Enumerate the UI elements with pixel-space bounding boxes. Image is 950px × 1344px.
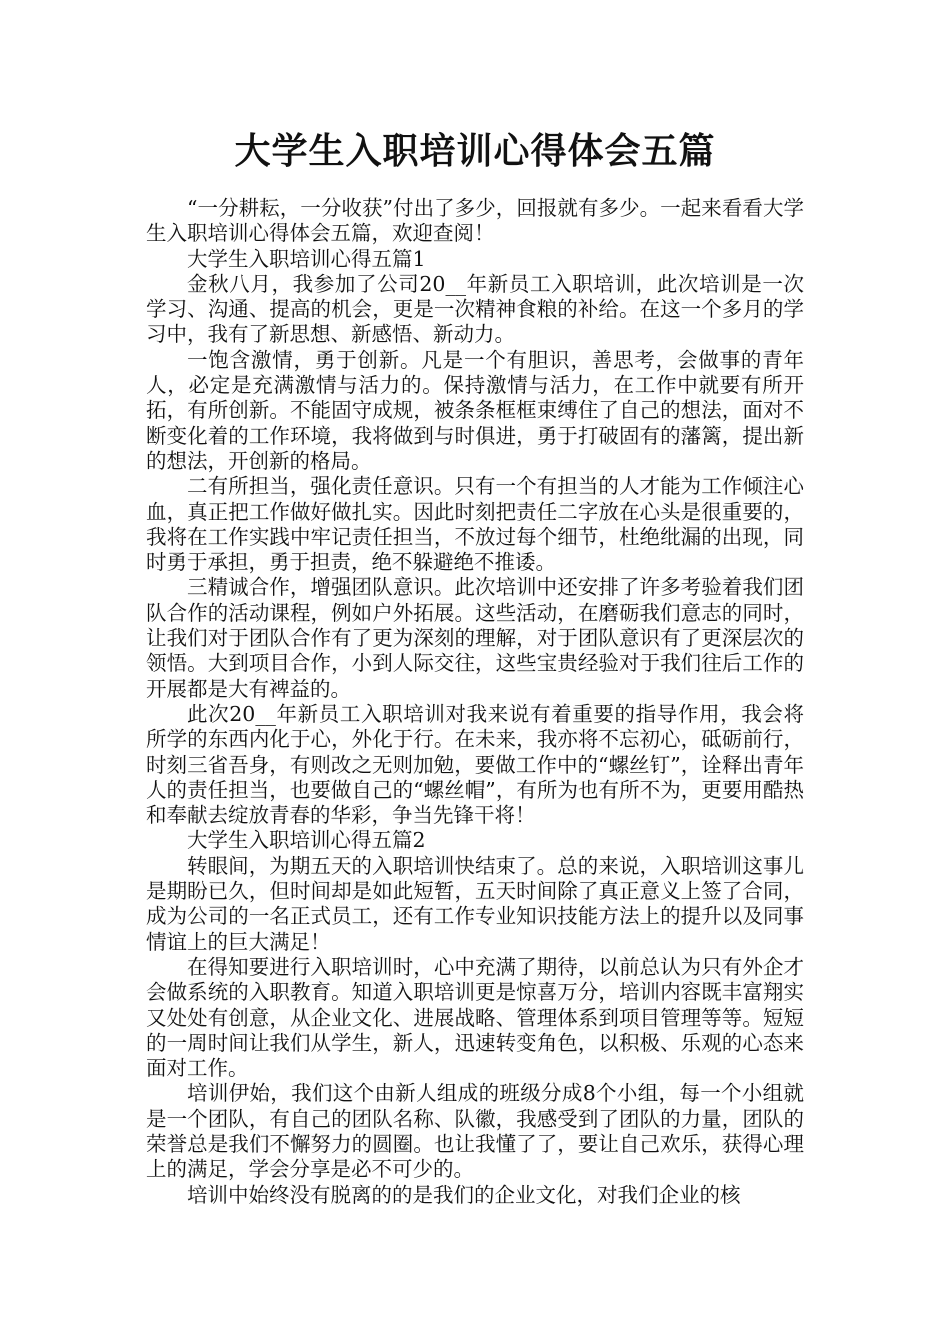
section-heading-1: 大学生入职培训心得五篇1 xyxy=(187,246,426,271)
paragraph: 此次20__年新员工入职培训对我来说有着重要的指导作用，我会将所学的东西内化于心，外化于行。在未来，我亦将不忘初心，砥砺前行，时刻三省吾身，有则改之无则加勉，要做工作中的“螺丝钉”，诠释出青年人的责任担当，也要做自己的“螺丝帽”，有所为也有所不为，更要用酷热和奉献去绽放青春的华彩，争当先锋干将！ xyxy=(146,701,804,828)
paragraph: 培训伊始，我们这个由新人组成的班级分成8个小组，每一个小组就是一个团队，有自己的团队名称、队徽，我感受到了团队的力量，团队的荣誉总是我们不懈努力的圆圈。也让我懂了了，要让自己欢乐，获得心理上的满足，学会分享是必不可少的。 xyxy=(146,1081,804,1182)
paragraph: 一饱含激情，勇于创新。凡是一个有胆识，善思考，会做事的青年人，必定是充满激情与活力的。保持激情与活力，在工作中就要有所开拓，有所创新。不能固守成规，被条条框框束缚住了自己的想法，面对不断变化着的工作环境，我将做到与时俱进，勇于打破固有的藩篱，提出新的想法，开创新的格局。 xyxy=(146,347,804,473)
document-body xyxy=(146,196,804,1208)
paragraph: 在得知要进行入职培训时，心中充满了期待，以前总认为只有外企才会做系统的入职教育。知道入职培训更是惊喜万分，培训内容既丰富翔实又处处有创意，从企业文化、进展战略、管理体系到项目管理等等。短短的一周时间让我们从学生，新人，迅速转变角色，以积极、乐观的心态来面对工作。 xyxy=(146,954,804,1081)
document-title: 大学生入职培训心得体会五篇 xyxy=(234,131,716,172)
paragraph: 培训中始终没有脱离的的是我们的企业文化，对我们企业的核 xyxy=(187,1182,741,1207)
paragraph: 金秋八月，我参加了公司20__年新员工入职培训，此次培训是一次学习、沟通、提高的机会，更是一次精神食粮的补给。在这一个多月的学习中，我有了新思想、新感悟、新动力。 xyxy=(146,271,804,347)
section-heading-2: 大学生入职培训心得五篇2 xyxy=(187,828,426,853)
paragraph: 二有所担当，强化责任意识。只有一个有担当的人才能为工作倾注心血，真正把工作做好做扎实。因此时刻把责任二字放在心头是很重要的，我将在工作实践中牢记责任担当，不放过每个细节，杜绝纰漏的出现，同时勇于承担，勇于担责，绝不躲避绝不推诿。 xyxy=(146,474,804,575)
paragraph: 转眼间，为期五天的入职培训快结束了。总的来说，入职培训这事儿是期盼已久，但时间却是如此短暂，五天时间除了真正意义上签了合同，成为公司的一名正式员工，还有工作专业知识技能方法上的提升以及同事情谊上的巨大满足！ xyxy=(146,853,804,954)
paragraph: 三精诚合作，增强团队意识。此次培训中还安排了许多考验着我们团队合作的活动课程，例如户外拓展。这些活动，在磨砺我们意志的同时，让我们对于团队合作有了更为深刻的理解，对于团队意识有了更深层次的领悟。大到项目合作，小到人际交往，这些宝贵经验对于我们往后工作的开展都是大有裨益的。 xyxy=(146,575,804,701)
intro-paragraph: “一分耕耘，一分收获”付出了多少，回报就有多少。一起来看看大学生入职培训心得体会五篇，欢迎查阅！ xyxy=(146,196,804,246)
